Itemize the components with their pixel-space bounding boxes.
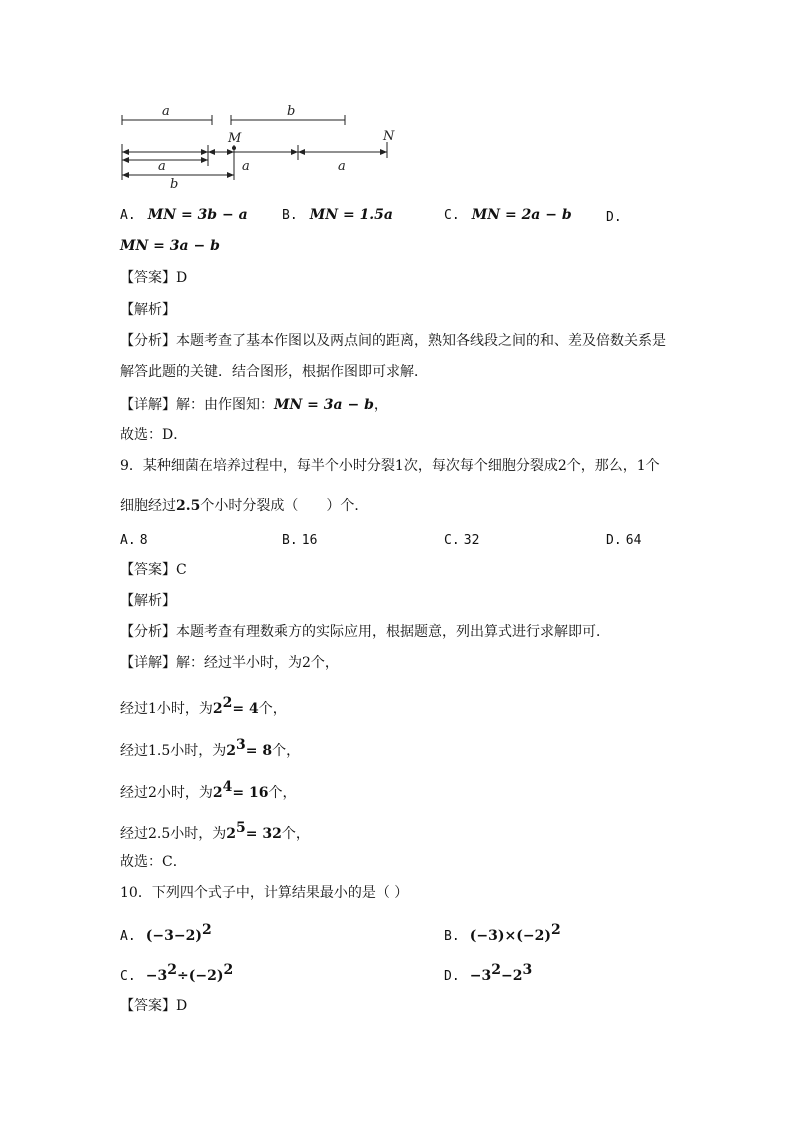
q10-option-c: C. $-3^2\div(-2)^2$ [120, 962, 234, 984]
q9-detail-line1: 【详解】解：经过半小时，为2个， [120, 655, 339, 671]
q8-answer: 【答案】D [120, 270, 188, 286]
label-M: M [228, 131, 242, 146]
q9-stem-line1: 9．某种细菌在培养过程中，每半个小时分裂1次，每次每个细胞分裂成2个，那么，1个 [120, 458, 660, 474]
q9-fenxi: 【分析】本题考查有理数乘方的实际应用，根据题意，列出算式进行求解即可． [120, 624, 610, 640]
q8-choose: 故选：D． [120, 427, 188, 443]
q8-fenxi-line1: 【分析】本题考查了基本作图以及两点间的距离，熟知各线段之间的和、差及倍数关系是 [120, 333, 666, 349]
q9-answer: 【答案】C [120, 562, 187, 578]
q10-option-b: B. $(-3)\times(-2)^2$ [444, 922, 561, 944]
q10-answer: 【答案】D [120, 998, 188, 1014]
label-a-seg3: a [338, 159, 346, 174]
q9-option-d: D. 64 [606, 533, 642, 548]
q9-option-c: C. 32 [444, 533, 480, 548]
q8-option-d-letter: D. [606, 210, 622, 225]
q9-option-a: A. 8 [120, 533, 148, 548]
q9-option-b: B. 16 [282, 533, 318, 548]
label-a-top: a [162, 104, 170, 119]
q10-option-a: A. $(-3-2)^2$ [120, 922, 212, 944]
q9-step: 经过2小时，为$2^4= 16$个， [120, 779, 297, 801]
q8-analysis-heading: 【解析】 [120, 302, 176, 318]
segment-construction-diagram [110, 100, 410, 195]
label-b-bottom: b [170, 177, 179, 192]
q8-option-a: A. MN = 3b − a [120, 207, 248, 223]
q8-option-c: C. MN = 2a − b [444, 207, 572, 223]
q9-step: 经过1小时，为$2^2= 4$个， [120, 695, 287, 717]
q8-option-d-expr: MN = 3a − b [120, 238, 220, 254]
q9-stem-line2: 细胞经过2.5个小时分裂成（ ）个． [120, 498, 369, 514]
q9-step: 经过2.5小时，为$2^5= 32$个， [120, 820, 310, 842]
q9-choose: 故选：C． [120, 854, 187, 870]
label-N: N [383, 129, 395, 144]
label-a-seg2: a [242, 159, 250, 174]
q10-stem: 10．下列四个式子中，计算结果最小的是（ ） [120, 885, 409, 901]
q9-analysis-heading: 【解析】 [120, 593, 176, 609]
q9-step: 经过1.5小时，为$2^3= 8$个， [120, 737, 301, 759]
label-b-top: b [287, 104, 296, 119]
q8-option-b: B. MN = 1.5a [282, 207, 393, 223]
q10-option-d: D. $-3^2-2^3$ [444, 962, 533, 984]
q8-detail: 【详解】解：由作图知：MN = 3a − b， [120, 397, 388, 413]
q8-fenxi-line2: 解答此题的关键．结合图形，根据作图即可求解． [120, 364, 428, 380]
label-a-seg1: a [158, 159, 166, 174]
